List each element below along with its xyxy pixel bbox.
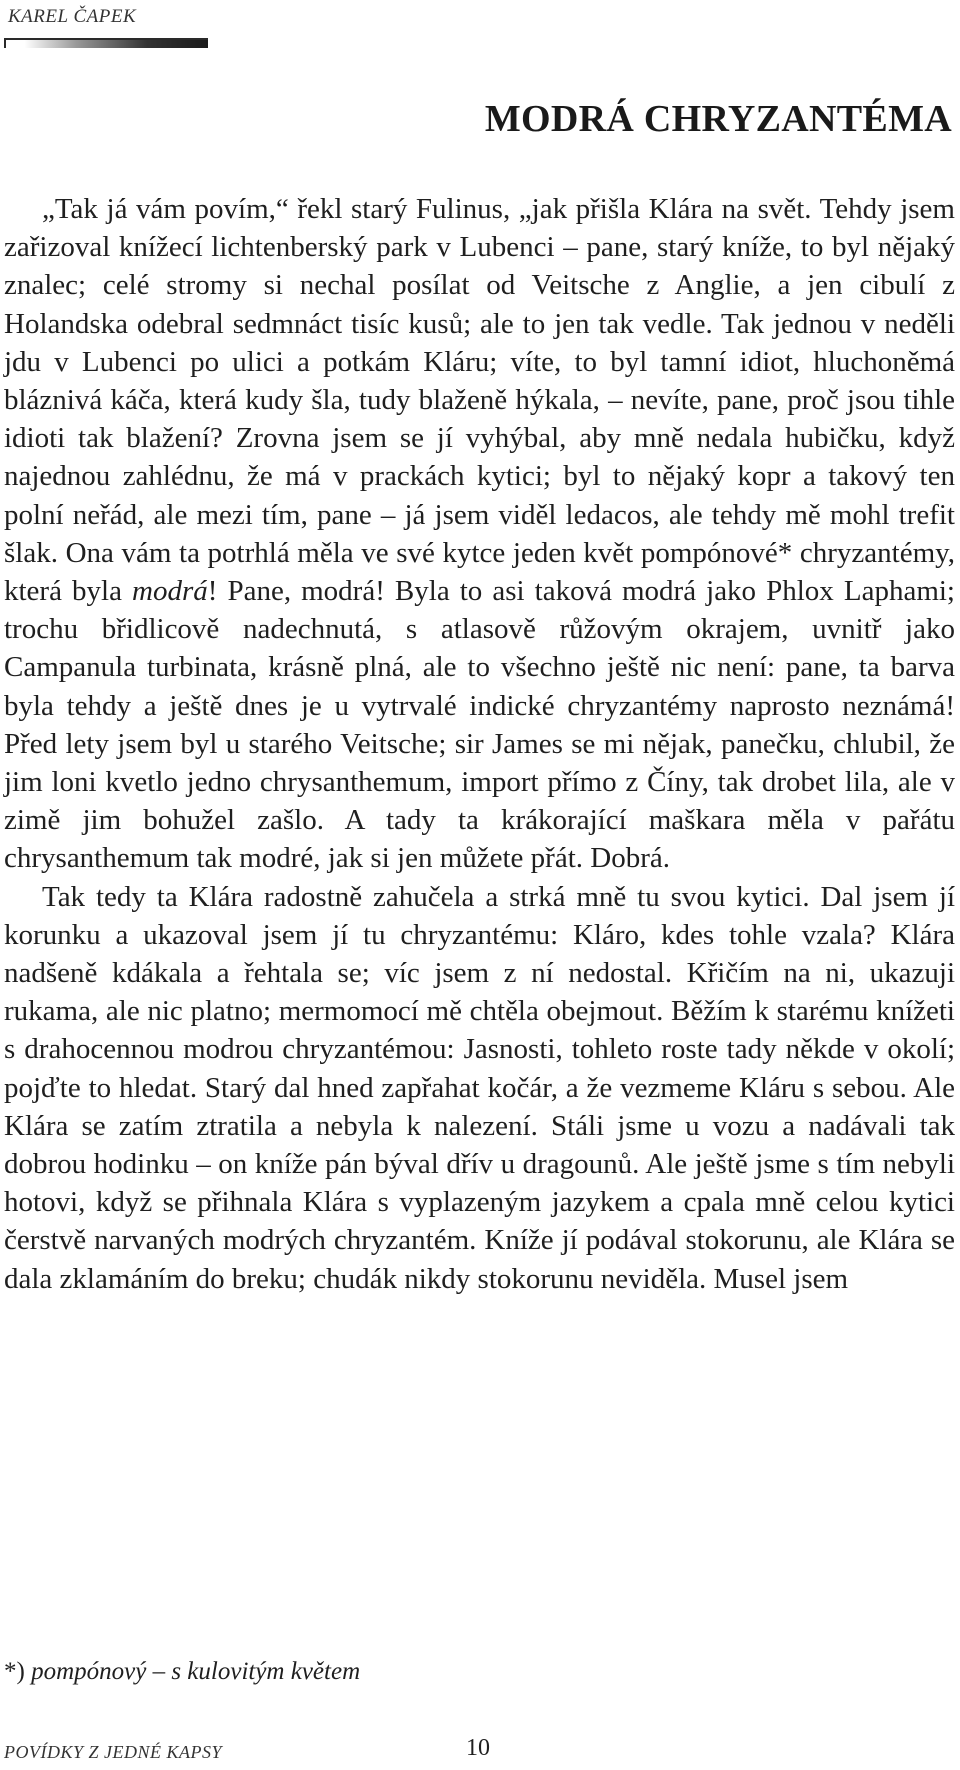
story-text (4, 190, 955, 1298)
chapter-title: MODRÁ CHRYZANTÉMA (484, 98, 952, 140)
paragraph-1-part-1: „Tak já vám povím,“ řekl starý Fulinus, „jak přišla Klára na svět. Tehdy jsem zařizoval knížecí lichtenberský park v Lubenci – pane, starý kníže, to byl nějaký znalec; celé stromy si nechal posílat od Veitsche z Anglie, a jen cibulí z Holandska odebral sedmnáct tisíc kusů; ale to jen tak vedle. Tak jednou v neděli jdu v Lubenci po ulici a potkám Kláru; víte, to byl tamní idiot, hluchoněmá bláznivá káča, která kudy šla, tudy blaženě hýkala, – nevíte, pane, proč jsou tihle idioti tak blažení? Zrovna jsem se jí vyhýbal, aby mně nedala hubičku, když najednou zahlédnu, že má v prackách kytici; byl to nějaký kopr a takový ten polní neřád, ale mezi tím, pane – já jsem viděl ledacos, ale tehdy mě mohl trefit šlak. Ona vám ta potrhlá měla ve své kytce jeden květ pompónové* chryzantémy, která byla (4, 193, 955, 608)
paragraph-1-emphasis: modrá (132, 575, 208, 608)
page-number: 10 (466, 1735, 490, 1761)
paragraph-2: Tak tedy ta Klára radostně zahučela a strká mně tu svou kytici. Dal jsem jí korunku a ukazoval jsem jí tu chryzantému: Kláro, kdes tohle vzala? Klára nadšeně kdákala a řehtala se; víc jsem z ní nedostal. Křičím na ni, ukazuji rukama, ale nic platno; mermomocí mě chtěla obejmout. Běžím k starému knížeti s drahocennou modrou chryzantémou: Jasnosti, tohleto roste tady někde v okolí; pojďte to hledat. Starý dal hned zapřahat kočár, a že vezmeme Kláru s sebou. Ale Klára se zatím ztratila a nebyla k nalezení. Stáli jsme u vozu a nadávali tak dobrou hodinku – on kníže pán býval dřív u dragounů. Ale ještě jsme s tím nebyli hotovi, když se přihnala Klára s vyplazeným jazykem a cpala mně celou kytici čerstvě narvaných modrých chryzantém. Kníže jí podával stokorunu, ale Klára se dala zklamáním do breku; chudák nikdy stokorunu neviděla. Musel jsem (4, 880, 955, 1295)
paragraph-1-part-2: ! Pane, modrá! Byla to asi taková modrá jako Phlox Laphami; trochu břidlicově nadechnutá, s atlasově růžovým okrajem, uvnitř jako Campanula turbinata, krásně plná, ale to všechno ještě nic není: pane, ta barva byla tehdy a ještě dnes je u vytrvalé indické chryzantémy naprosto neznámá! Před lety jsem byl u starého Veitsche; sir James se mi nějak, panečku, chlubil, že jim loni kvetlo jedno chrysanthemum, import přímo z Číny, tak drobet lila, ale v zimě jim bohužel zašlo. A tady ta krákorající maškara měla v pařátu chrysanthemum tak modré, jak si jen můžete přát. Dobrá. (4, 575, 955, 875)
header-rule (4, 38, 208, 48)
paragraph-1 (4, 190, 955, 878)
footnote-text: pompónový – s kulovitým květem (31, 1658, 361, 1685)
footer-book-title: POVÍDKY Z JEDNÉ KAPSY (4, 1742, 223, 1762)
footnote (4, 1658, 360, 1686)
header-rule-tick (4, 38, 6, 48)
footnote-mark: *) (4, 1658, 25, 1685)
running-head-author: KAREL ČAPEK (8, 6, 137, 27)
